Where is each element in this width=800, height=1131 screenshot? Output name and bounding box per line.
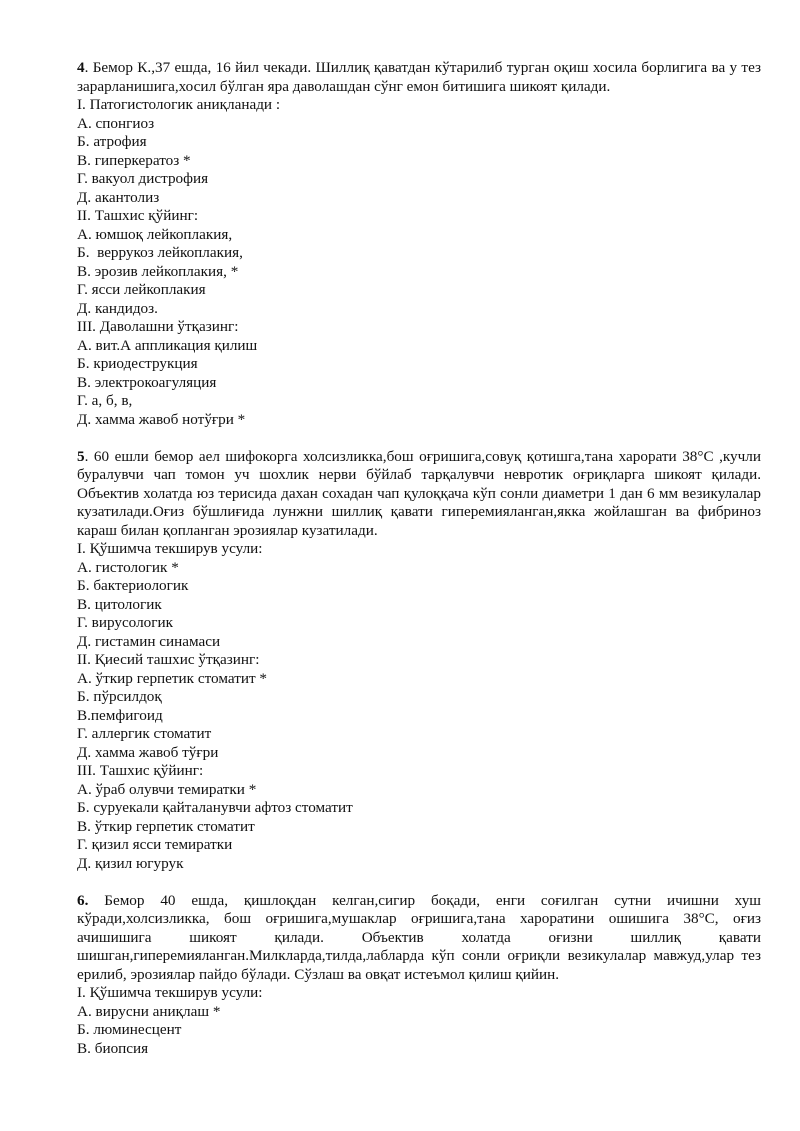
answer-option: Г. вирусологик xyxy=(77,614,173,631)
answer-option: А. спонгиоз xyxy=(77,114,155,132)
section-heading: III. Ташхис қўйинг: xyxy=(77,762,204,779)
section-heading: III. Даволашни ўтқазинг: xyxy=(77,318,239,335)
question-number: 4 xyxy=(77,59,85,76)
answer-option: Г. ясси лейкоплакия xyxy=(77,281,206,298)
answer-option: Б. криодеструкция xyxy=(77,355,198,372)
answer-option: Б. атрофия xyxy=(77,133,147,150)
answer-option: Д. хамма жавоб нотўғри * xyxy=(77,410,246,428)
section-heading: I. Патогистологик аниқланади : xyxy=(77,96,281,113)
question-stem xyxy=(77,892,761,985)
answer-option: В.пемфигоид xyxy=(77,706,163,724)
answer-option: В. электрокоагуляция xyxy=(77,373,217,391)
answer-option: В. цитологик xyxy=(77,595,162,613)
answer-option: А. юмшоқ лейкоплакия, xyxy=(77,225,233,243)
answer-option: Б. люминесцент xyxy=(77,1021,182,1038)
answer-option: Г. а, б, в, xyxy=(77,392,133,409)
answer-option: А. ўткир герпетик стоматит * xyxy=(77,669,267,687)
answer-option: А. вит.А аппликация қилиш xyxy=(77,336,258,354)
answer-option: Д. қизил югурук xyxy=(77,854,184,872)
answer-option: В. ўткир герпетик стоматит xyxy=(77,817,255,835)
section-heading: II. Ташхис қўйинг: xyxy=(77,207,199,224)
answer-option: В. эрозив лейкоплакия, * xyxy=(77,262,239,280)
answer-option: А. гистологик * xyxy=(77,558,179,576)
document-page xyxy=(77,59,761,1058)
answer-option: В. биопсия xyxy=(77,1039,149,1057)
answer-option: Г. вакуол дистрофия xyxy=(77,170,209,187)
section-heading: II. Қиесий ташхис ўтқазинг: xyxy=(77,651,260,668)
answer-option: Б. бактериологик xyxy=(77,577,189,594)
question-5 xyxy=(77,448,761,874)
question-stem xyxy=(77,448,761,541)
answer-option: В. гиперкератоз * xyxy=(77,151,191,169)
answer-option: Д. акантолиз xyxy=(77,188,160,206)
answer-option: Д. гистамин синамаси xyxy=(77,632,221,650)
answer-option: А. вирусни аниқлаш * xyxy=(77,1002,221,1020)
question-text: . Бемор К.,37 ешда, 16 йил чекади. Шиллиқ қаватдан кўтарилиб турган оқиш хосила борлигига ва у тез зарарланишига,хосил бўлган яра даволашдан сўнг емон битишига шикоят қилади. xyxy=(77,59,761,95)
answer-option: Б. суруекали қайталанувчи афтоз стоматит xyxy=(77,799,353,816)
answer-option: Д. хамма жавоб тўғри xyxy=(77,743,219,761)
question-text: Бемор 40 ешда, қишлоқдан келган,сигир боқади, енги соғилган сутни ичишни хуш кўради,холсизликка, бош оғришига,мушаклар оғришига,тана хароратини ошишига 38°С, оғиз ачишишига шикоят қилади. Объектив холатда оғизни шиллиқ қавати шишган,гиперемияланган.Милкларда,тилда,лабларда кўп сонли оғриқли везикулалар мавжуд,улар тез ерилиб, эрозиялар пайдо бўлади. Сўзлаш ва овқат истеъмол қилиш қийин. xyxy=(77,891,761,983)
answer-option: Д. кандидоз. xyxy=(77,299,158,317)
question-number: 5 xyxy=(77,447,85,465)
section-heading: I. Қўшимча текширув усули: xyxy=(77,540,263,557)
answer-option: Г. қизил ясси темиратки xyxy=(77,836,233,853)
answer-option: Г. аллергик стоматит xyxy=(77,725,212,742)
question-4 xyxy=(77,59,761,429)
question-text: . 60 ешли бемор аел шифокорга холсизликка,бош оғришига,совуқ қотишга,тана харорати 38°С ,кучли буралувчи чап томон уч шохлик нерви бўйлаб тарқалувчи невротик оғриқларга шикоят қилади. Объектив холатда юз терисида дахан сохадан чап қулоққача кўп сонли диаметри 1 дан 6 мм везикулалар кузатилади.Оғиз бўшлиғида лунжни шиллиқ қавати гиперемияланган,якка жойлашган ва фибриноз караш билан қопланган эрозиялар кузатилади. xyxy=(77,447,761,539)
section-heading: I. Қўшимча текширув усули: xyxy=(77,984,263,1001)
question-stem xyxy=(77,59,761,96)
question-6 xyxy=(77,892,761,1059)
question-number: 6. xyxy=(77,891,89,909)
answer-option: Б. веррукоз лейкоплакия, xyxy=(77,244,243,261)
answer-option: А. ўраб олувчи темиратки * xyxy=(77,780,257,798)
answer-option: Б. пўрсилдоқ xyxy=(77,688,162,705)
